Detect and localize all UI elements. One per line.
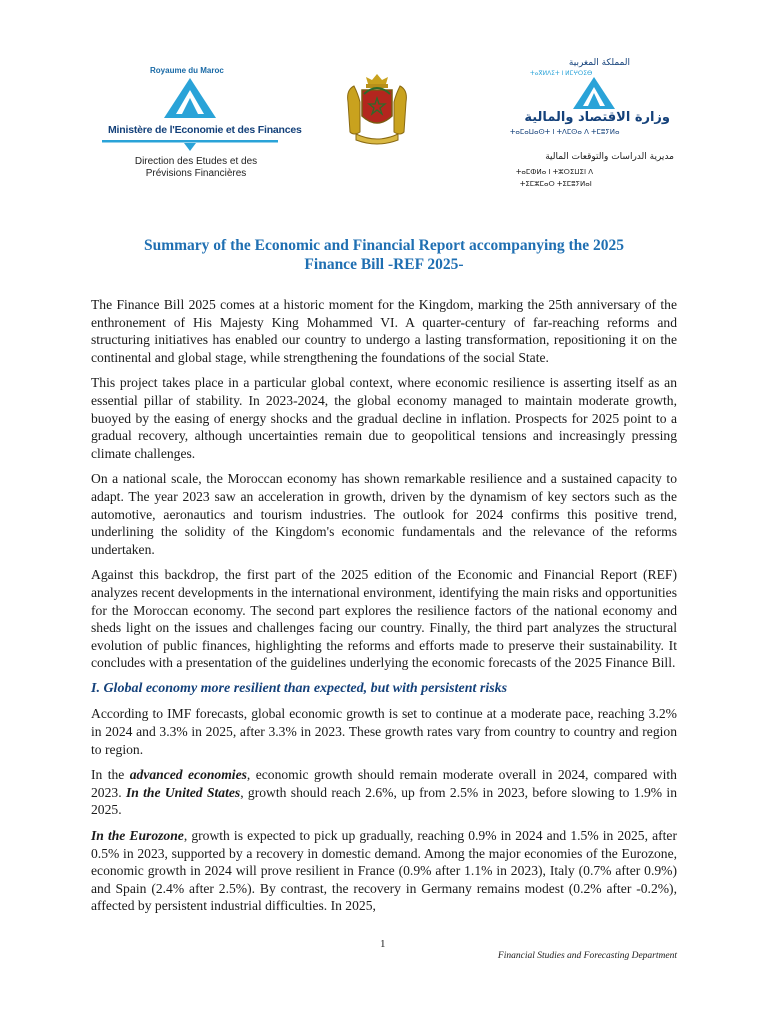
arabic-kingdom-label: المملكة المغربية [568,58,630,68]
ministry-logo-left [100,64,302,184]
paragraph-intro: The Finance Bill 2025 comes at a historic moment for the Kingdom, marking the 25th anniversary of the enthronement of His Majesty King Mohammed VI. A quarter-century of far-reaching reforms and structuring initiatives has enabled our country to undergo a lasting transformation, repositioning it on the continental and global stage, while strengthening the foundations of the social State. [91,297,677,365]
document-body [91,296,677,923]
section-heading: I. Global economy more resilient than expected, but with persistent risks [91,680,508,696]
ministry-logo-right [506,56,686,191]
paragraph-advanced-economies: In the advanced economies, economic growth should remain moderate overall in 2024, compared with 2023. In the United States, growth should reach 2.6%, up from 2.5% in 2023, before slowing to 1.9% in 2025. [91,767,678,818]
tifinagh-ministry-name: ⵜⴰⵎⴰⵡⴰⵙⵜ ⵏ ⵜⴷⵎⵙⴰ ⴷ ⵜⵎⵓⵢⵍⴰ [510,128,620,136]
tifinagh-kingdom-label: ⵜⴰⴳⵍⴷⵉⵜ ⵏ ⵍⵎⵖⵔⵉⴱ [530,70,593,77]
document-title: Summary of the Economic and Financial Report accompanying the 2025 Finance Bill -REF 2025- [143,237,625,273]
page-number: 1 [380,938,386,950]
department-name: Direction des Etudes et des Prévisions Financières [134,156,258,179]
kingdom-label: Royaume du Maroc [150,66,224,75]
triangle-emblem-icon [572,76,616,110]
paragraph-global-context: This project takes place in a particular global context, where economic resilience is asserting itself as an essential pillar of stability. In 2023-2024, the global economy managed to maintain moderate growth, buoyed by the easing of energy shocks and the gradual decline in inflation. Prospects for 2025 point to a gradual recovery, although uncertainties remain due to geopolitical tensions and increasingly pressing climate challenges. [91,375,677,461]
paragraph-imf-forecast: According to IMF forecasts, global economic growth is set to continue at a moderate pace, reaching 3.2% in 2024 and 3.3% in 2025, after 3.3% in 2023. These growth rates vary from country to country and region to region. [91,706,677,757]
tifinagh-department-line1: ⵜⴰⵎⵀⵍⴰ ⵏ ⵜⵣⵔⵉⵡⵉⵏ ⴷ [516,168,594,176]
royal-coat-of-arms-icon [344,72,410,148]
emphasis-united-states: In the United States [125,784,241,800]
logo-divider-icon [102,138,278,152]
emphasis-eurozone: In the Eurozone [91,828,184,844]
paragraph-eurozone: In the Eurozone, growth is expected to pick up gradually, reaching 0.9% in 2024 and 1.5% in 2025, after 0.5% in 2023, supported by a recovery in domestic demand. Among the major economies of the Eurozone, economic growth in 2024 will prove resilient in France (0.9% after 1.1% in 2023), Italy (0.7% after 0.9%) and Spain (2.4% after 2.5%). By contrast, the recovery in Germany remains modest (0.2% after -0.2%), affected by persistent industrial difficulties. In 2025, [91,828,677,914]
emphasis-advanced-economies: advanced economies [129,767,247,783]
ministry-name: Ministère de l'Economie et des Finances [108,124,302,136]
tifinagh-department-line2: ⵜⵉⵎⵣⵎⴰⵔ ⵜⵉⵎⵓⵢⵍⴰⵏ [520,180,592,188]
paragraph-national-context: On a national scale, the Moroccan economy has shown remarkable resilience and a sustained capacity to adapt. The year 2023 saw an acceleration in growth, driven by the dynamism of key sectors such as the automotive, aeronautics and tourism industries. The outlook for 2024 confirms this positive trend, underlining the solidity of the Kingdom's economic fundamentals and the relevance of the reforms undertaken. [91,471,677,557]
footer-department: Financial Studies and Forecasting Department [497,951,677,961]
arabic-ministry-name: وزارة الاقتصاد والمالية [524,110,670,125]
arabic-department-name: مديرية الدراسات والتوقعات المالية [545,152,674,162]
paragraph-report-structure: Against this backdrop, the first part of the 2025 edition of the Economic and Financial Report (REF) analyzes recent developments in the international environment, identifying the main risks and opportunities for the Moroccan economy. The second part explores the resilience factors of the national economy and sheds light on the issues and challenges facing our country. Finally, the third part analyzes the structural evolution of public finances, highlighting the reforms and efforts made to preserve their sustainability. It concludes with a presentation of the guidelines underlying the economic forecasts of the 2025 Finance Bill. [91,567,677,671]
triangle-emblem-icon [162,76,218,120]
